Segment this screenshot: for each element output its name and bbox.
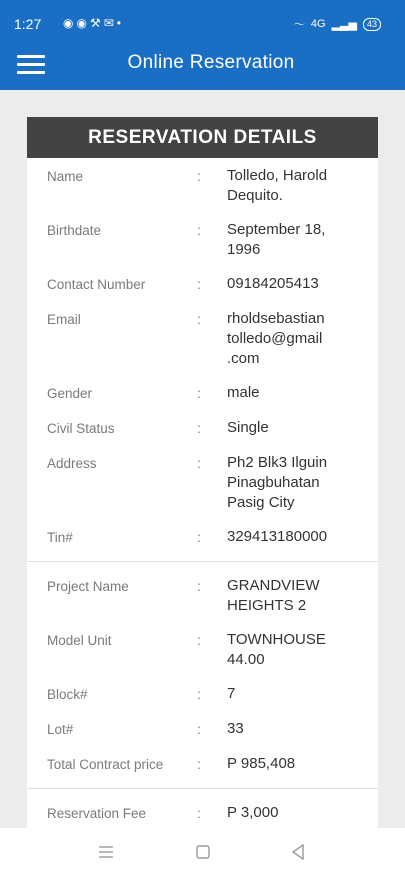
vibrate-icon: 〜 [293,19,305,31]
detail-separator: : [197,721,201,737]
system-nav-bar [0,828,405,878]
detail-label: Address [47,456,97,471]
detail-row [27,418,378,439]
detail-separator: : [197,385,201,401]
mail-icon: ✉ [103,16,117,30]
detail-separator: : [197,805,201,821]
detail-value: Single [227,419,269,436]
detail-value: rholdsebastian tolledo@gmail .com [227,310,325,367]
detail-separator: : [197,686,201,702]
section-divider [27,788,378,789]
reservation-details-card [27,117,378,828]
network-type: 4G [310,18,326,30]
detail-row [27,309,378,369]
detail-label: Name [47,169,84,184]
detail-separator: : [197,455,201,471]
detail-separator: : [197,222,201,238]
recent-apps-icon[interactable] [98,844,114,860]
card-title: RESERVATION DETAILS [27,117,378,158]
status-right [294,16,381,32]
facebook-icon: ◉ [76,16,90,30]
detail-label: Email [47,312,81,327]
detail-row [27,684,378,705]
detail-value: 329413180000 [227,528,328,545]
detail-label: Block# [47,687,88,702]
detail-separator: : [197,578,201,594]
detail-label: Tin# [47,530,73,545]
detail-row [27,220,378,260]
notification-icons [63,16,124,30]
detail-row [27,527,378,548]
home-icon[interactable] [195,844,211,860]
battery-level: 43 [363,18,381,31]
more-dot-icon: • [116,16,124,30]
detail-label: Gender [47,386,93,401]
page-title: Online Reservation [127,52,295,73]
gavel-icon: ⚒ [89,16,104,30]
detail-label: Model Unit [47,633,112,648]
detail-row [27,166,378,206]
status-time: 1:27 [14,16,42,32]
messenger-icon: ◉ [63,16,77,30]
detail-value: September 18, 1996 [227,221,326,258]
signal-icon: ▂▃▅ [331,18,357,31]
detail-value: TOWNHOUSE 44.00 [227,631,326,668]
detail-row [27,453,378,513]
detail-value: 09184205413 [227,275,319,292]
detail-row [27,754,378,775]
back-icon[interactable] [290,844,306,860]
detail-row [27,630,378,670]
detail-value: Ph2 Blk3 Ilguin Pinagbuhatan Pasig City [227,454,328,511]
detail-row [27,803,378,824]
detail-row [27,576,378,616]
section-divider [27,561,378,562]
detail-value: male [227,384,260,401]
detail-value: 7 [227,685,236,702]
detail-separator: : [197,632,201,648]
detail-label: Birthdate [47,223,102,238]
app-bar [0,42,405,90]
detail-value: P 3,000 [227,804,279,821]
detail-label: Civil Status [47,421,115,436]
detail-label: Project Name [47,579,129,594]
detail-label: Total Contract price [47,757,164,772]
detail-separator: : [197,756,201,772]
detail-value: Tolledo, Harold Dequito. [227,167,328,204]
status-bar [0,0,405,42]
detail-separator: : [197,168,201,184]
detail-separator: : [197,311,201,327]
detail-label: Lot# [47,722,74,737]
detail-separator: : [197,276,201,292]
detail-row [27,719,378,740]
detail-label: Reservation Fee [47,806,147,821]
detail-label: Contact Number [47,277,146,292]
detail-value: 33 [227,720,244,737]
detail-separator: : [197,420,201,436]
detail-row [27,383,378,404]
detail-value: GRANDVIEW HEIGHTS 2 [227,577,320,614]
detail-row [27,274,378,295]
detail-value: P 985,408 [227,755,296,772]
detail-separator: : [197,529,201,545]
